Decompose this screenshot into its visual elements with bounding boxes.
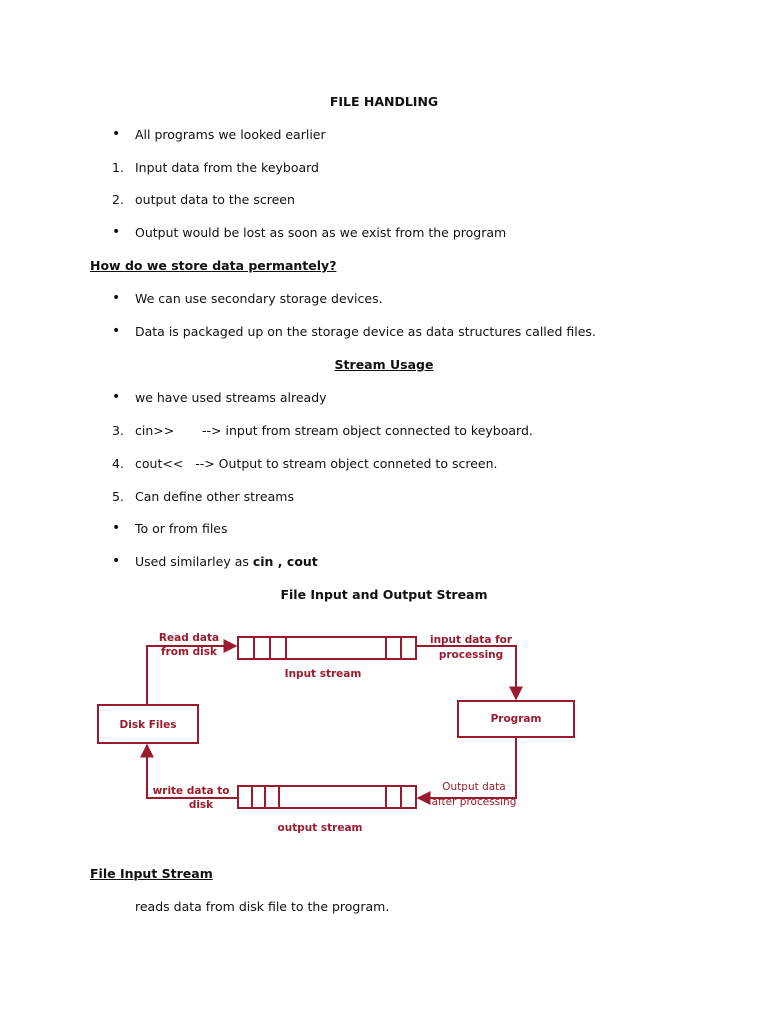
number-marker: 2. [112, 192, 124, 207]
read-data-label-2: from disk [161, 646, 217, 658]
output-data-label-1: Output data [442, 781, 506, 793]
list-item-text [135, 554, 318, 570]
bullet-marker: • [112, 126, 121, 142]
section-heading-stream: Stream Usage [334, 357, 434, 372]
bullet-marker: • [112, 224, 121, 240]
list-item-text-bold: cin , cout [252, 554, 318, 569]
number-marker: 5. [112, 489, 124, 504]
list-item-text-plain: Used similarley as [135, 554, 253, 569]
bullet-marker: • [112, 553, 121, 569]
list-item-text: To or from files [135, 521, 228, 536]
write-data-label-1: write data to [152, 785, 230, 797]
write-data-label-2: disk [188, 799, 214, 811]
list-item-text: All programs we looked earlier [135, 127, 326, 142]
input-for-label-2: processing [438, 649, 504, 661]
bullet-marker: • [112, 389, 121, 405]
number-marker: 4. [112, 456, 124, 471]
fis-description: reads data from disk file to the program. [135, 899, 390, 914]
input-stream-label: Input stream [284, 668, 362, 680]
page-title: FILE HANDLING [329, 94, 439, 109]
output-data-label-2: after processing [431, 796, 517, 808]
input-stream-box [238, 637, 416, 659]
list-item-text: cout<< --> Output to stream object conneted to screen. [135, 456, 498, 471]
disk-files-label: Disk Files [119, 719, 177, 731]
section-heading-fio: File Input and Output Stream [280, 587, 488, 602]
bullet-marker: • [112, 520, 121, 536]
list-item-text: Can define other streams [135, 489, 294, 504]
number-marker: 3. [112, 423, 124, 438]
bullet-marker: • [112, 323, 121, 339]
section-heading-store: How do we store data permantely? [90, 258, 337, 273]
list-item-text: output data to the screen [135, 192, 295, 207]
bullet-marker: • [112, 290, 121, 306]
file-stream-diagram [90, 620, 580, 850]
list-item-text: we have used streams already [135, 390, 327, 405]
output-stream-label: output stream [277, 822, 363, 834]
input-for-label-1: input data for [429, 634, 513, 646]
number-marker: 1. [112, 160, 124, 175]
list-item-text: Input data from the keyboard [135, 160, 319, 175]
list-item-text: cin>> --> input from stream object connected to keyboard. [135, 423, 533, 438]
section-heading-fis: File Input Stream [90, 866, 213, 881]
list-item-text: Data is packaged up on the storage device as data structures called files. [135, 324, 596, 339]
list-item-text: Output would be lost as soon as we exist from the program [135, 225, 507, 240]
program-label: Program [490, 713, 542, 725]
list-item-text: We can use secondary storage devices. [135, 291, 383, 306]
read-data-label-1: Read data [158, 632, 220, 644]
